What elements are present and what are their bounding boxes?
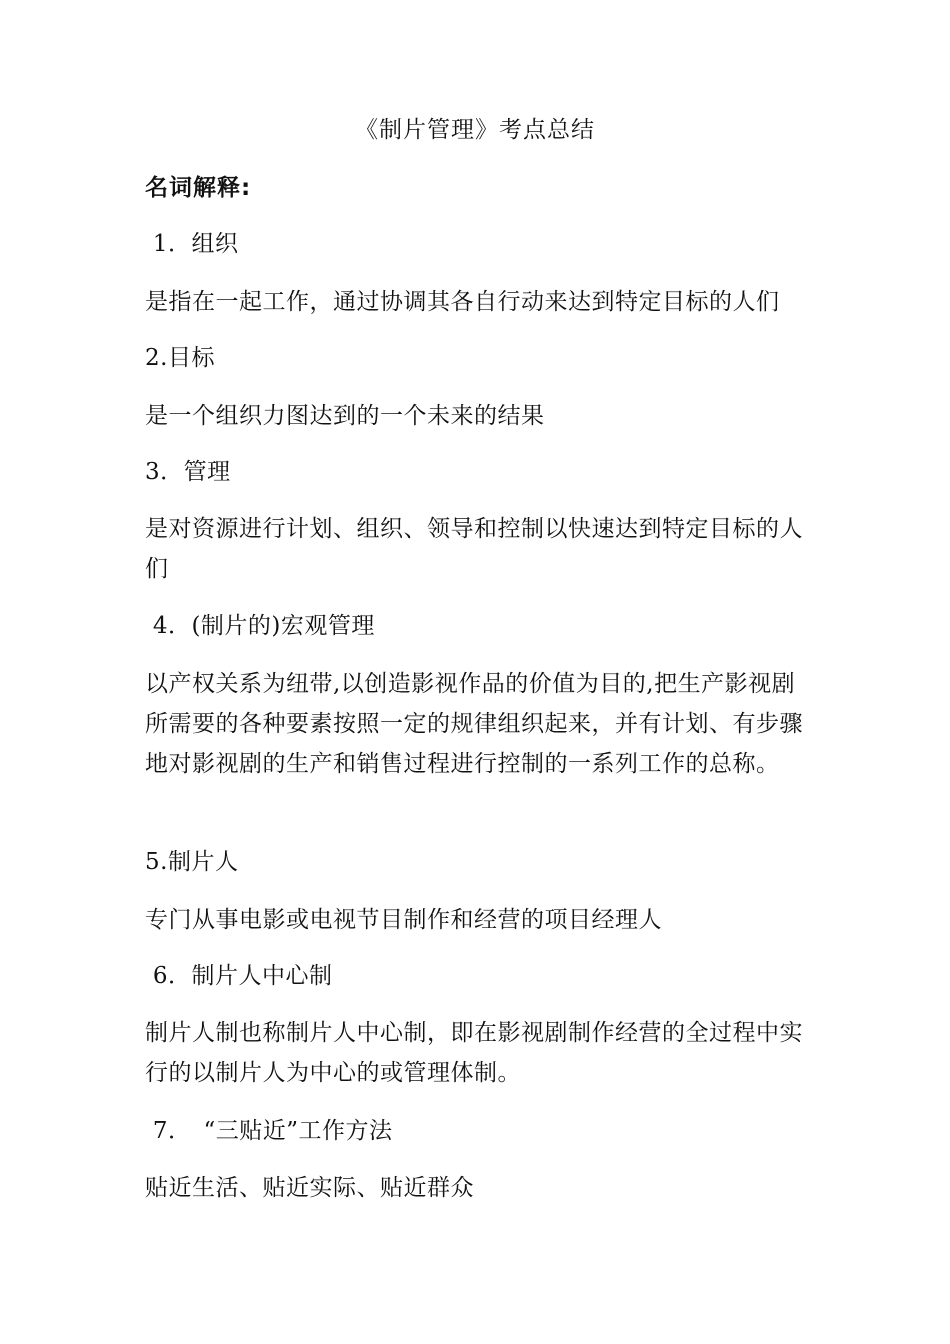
term-heading-macro-management: 4．(制片的)宏观管理 [145,613,375,639]
term-heading-producer: 5.制片人 [145,849,239,875]
term-heading-producer-system: 6．制片人中心制 [145,963,333,989]
term-definition-producer-system: 制片人制也称制片人中心制，即在影视剧制作经营的全过程中实行的以制片人为中心的或管理体制。 [145,1020,803,1086]
document-title: 《制片管理》考点总结 [355,117,595,143]
term-definition-goal: 是一个组织力图达到的一个未来的结果 [145,403,545,429]
term-heading-organization: 1．组织 [145,231,239,257]
term-definition-macro-management: 以产权关系为纽带,以创造影视作品的价值为目的,把生产影视剧所需要的各种要素按照一定的规律组织起来，并有计划、有步骤地对影视剧的生产和销售过程进行控制的一系列工作的总称。 [145,671,803,777]
section-heading: 名词解释: [145,175,252,201]
term-heading-three-closeness: 7． “三贴近”工作方法 [145,1118,393,1144]
term-definition-organization: 是指在一起工作，通过协调其各自行动来达到特定目标的人们 [145,289,780,315]
term-definition-management: 是对资源进行计划、组织、领导和控制以快速达到特定目标的人们 [145,516,803,582]
term-definition-producer: 专门从事电影或电视节目制作和经营的项目经理人 [145,907,662,933]
term-definition-three-closeness: 贴近生活、贴近实际、贴近群众 [145,1175,474,1201]
term-heading-goal: 2.目标 [145,345,215,371]
term-heading-management: 3．管理 [145,459,231,485]
